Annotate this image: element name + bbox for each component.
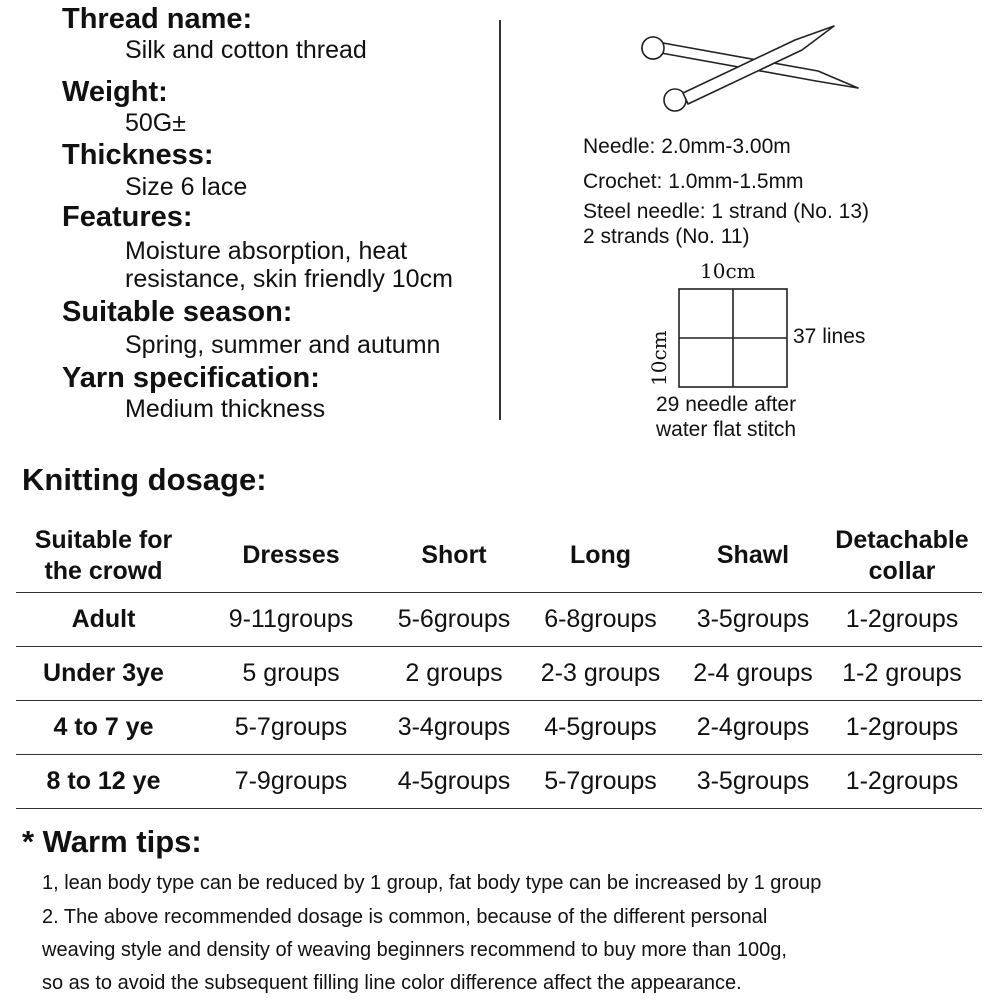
spec-value-thread-name: Silk and cotton thread bbox=[125, 36, 367, 64]
spec-label-features: Features: bbox=[62, 201, 193, 233]
table-cell: 6-8groups bbox=[517, 593, 684, 647]
gauge-stitch-label-1: 29 needle after bbox=[656, 393, 797, 416]
table-row bbox=[16, 755, 982, 809]
gauge-lines-label: 37 lines bbox=[793, 325, 866, 348]
crochet-size-text: Crochet: 1.0mm-1.5mm bbox=[583, 170, 804, 193]
table-cell: 5-7groups bbox=[191, 701, 391, 755]
table-cell: 3-5groups bbox=[684, 593, 822, 647]
spec-value-features-line2: resistance, skin friendly 10cm bbox=[125, 265, 453, 293]
gauge-square-diagram bbox=[678, 288, 790, 390]
row-label: Adult bbox=[16, 593, 191, 647]
table-cell: 3-4groups bbox=[391, 701, 517, 755]
tip-line-1: 1, lean body type can be reduced by 1 group, fat body type can be increased by 1 group bbox=[42, 872, 822, 894]
tip-line-2: 2. The above recommended dosage is common, because of the different personal bbox=[42, 906, 768, 928]
steel-needle-text-1: Steel needle: 1 strand (No. 13) bbox=[583, 200, 870, 223]
spec-label-yarn: Yarn specification: bbox=[62, 362, 320, 394]
table-cell: 2-4 groups bbox=[684, 647, 822, 701]
table-header-row bbox=[16, 520, 982, 593]
table-cell: 4-5groups bbox=[391, 755, 517, 809]
spec-value-weight: 50G± bbox=[125, 109, 186, 137]
table-row bbox=[16, 701, 982, 755]
table-cell: 2-4groups bbox=[684, 701, 822, 755]
table-cell: 7-9groups bbox=[191, 755, 391, 809]
header-dresses: Dresses bbox=[242, 541, 340, 570]
spec-label-thickness: Thickness: bbox=[62, 139, 214, 171]
warm-tips-title: * Warm tips: bbox=[22, 824, 202, 859]
header-short: Short bbox=[421, 541, 487, 570]
table-row bbox=[16, 593, 982, 647]
table-cell: 5-6groups bbox=[391, 593, 517, 647]
spec-value-thickness: Size 6 lace bbox=[125, 173, 248, 201]
row-label: Under 3ye bbox=[16, 647, 191, 701]
table-cell: 4-5groups bbox=[517, 701, 684, 755]
header-shawl: Shawl bbox=[716, 541, 790, 570]
table-cell: 3-5groups bbox=[684, 755, 822, 809]
knitting-needles-icon bbox=[630, 18, 870, 128]
header-long: Long bbox=[569, 541, 632, 570]
spec-label-weight: Weight: bbox=[62, 76, 168, 108]
tip-line-3: weaving style and density of weaving beginners recommend to buy more than 100g, bbox=[42, 939, 787, 961]
vertical-divider bbox=[499, 20, 501, 420]
row-label: 8 to 12 ye bbox=[16, 755, 191, 809]
dosage-title: Knitting dosage: bbox=[22, 462, 267, 497]
tip-line-4: so as to avoid the subsequent filling line color difference affect the appearance. bbox=[42, 972, 742, 994]
dosage-table bbox=[16, 520, 982, 809]
table-cell: 1-2groups bbox=[822, 755, 982, 809]
table-row bbox=[16, 647, 982, 701]
gauge-height-label: 10cm bbox=[647, 330, 671, 386]
table-cell: 1-2groups bbox=[822, 701, 982, 755]
table-cell: 2 groups bbox=[391, 647, 517, 701]
needle-size-text: Needle: 2.0mm-3.00m bbox=[583, 135, 791, 158]
header-collar: Detachable collar bbox=[835, 525, 969, 585]
table-cell: 2-3 groups bbox=[517, 647, 684, 701]
table-cell: 5 groups bbox=[191, 647, 391, 701]
spec-label-season: Suitable season: bbox=[62, 296, 293, 328]
gauge-stitch-label-2: water flat stitch bbox=[656, 418, 797, 441]
steel-needle-text-2: 2 strands (No. 11) bbox=[583, 225, 750, 248]
gauge-width-label: 10cm bbox=[700, 259, 756, 283]
table-cell: 5-7groups bbox=[517, 755, 684, 809]
spec-value-features-line1: Moisture absorption, heat bbox=[125, 237, 408, 265]
row-label: 4 to 7 ye bbox=[16, 701, 191, 755]
table-cell: 9-11groups bbox=[191, 593, 391, 647]
spec-value-yarn: Medium thickness bbox=[125, 395, 326, 423]
spec-value-season: Spring, summer and autumn bbox=[125, 331, 441, 359]
table-cell: 1-2 groups bbox=[822, 647, 982, 701]
table-cell: 1-2groups bbox=[822, 593, 982, 647]
spec-label-thread-name: Thread name: bbox=[62, 3, 253, 35]
header-crowd: Suitable for the crowd bbox=[34, 525, 173, 585]
